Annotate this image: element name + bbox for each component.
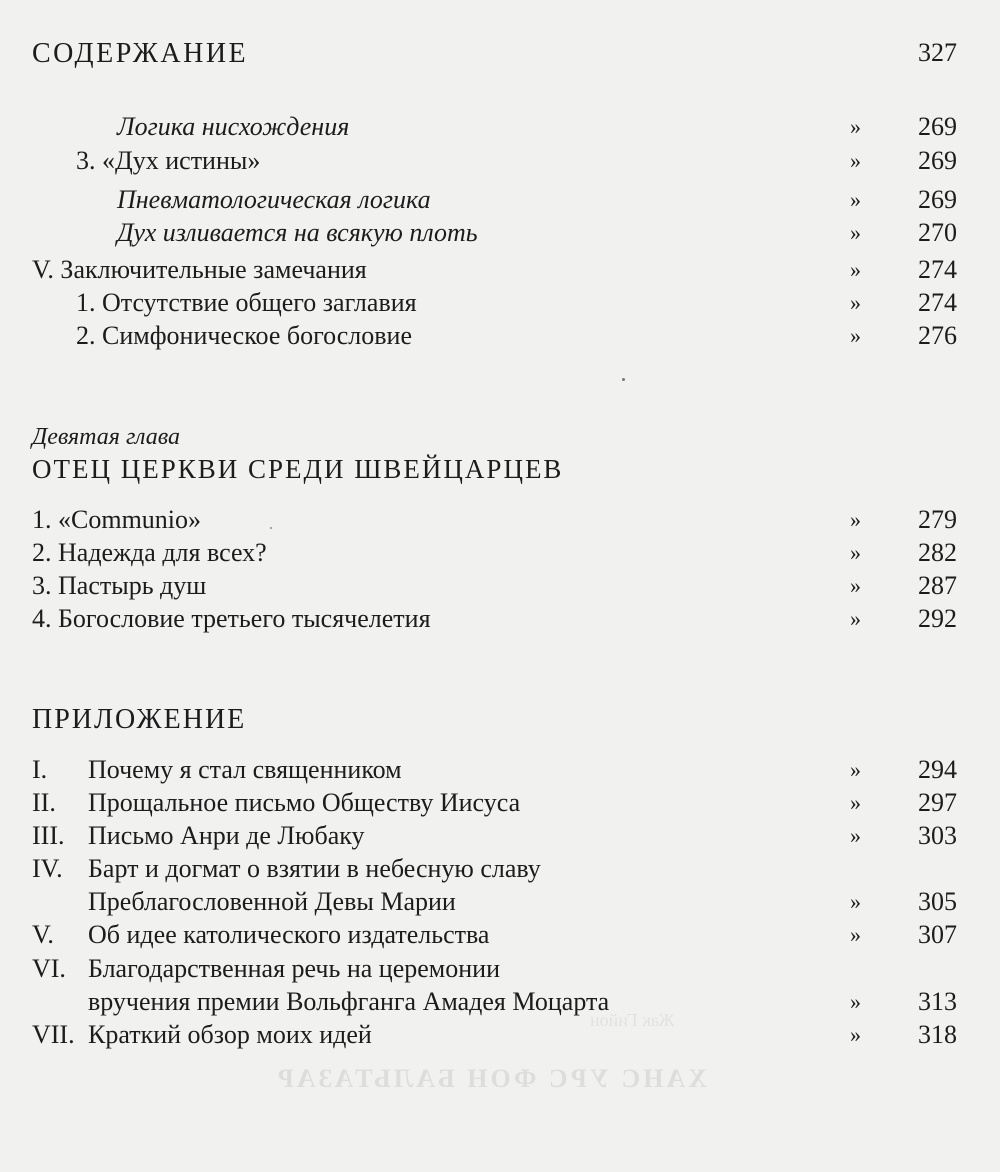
ditto-mark: » — [850, 114, 861, 139]
toc-entry — [0, 255, 1000, 287]
toc-entry-page: 269 — [918, 146, 957, 175]
toc-entry-title: Прощальное письмо Обществу Иисуса — [88, 788, 521, 817]
ditto-mark: » — [850, 757, 861, 782]
toc-entry-page: 305 — [918, 887, 957, 916]
toc-entry-title: Почему я стал священником — [88, 755, 402, 784]
toc-entry-page: 292 — [918, 604, 957, 633]
toc-entry-continuation — [0, 987, 1000, 1019]
roman-numeral: I. — [32, 755, 48, 784]
ditto-mark: » — [850, 148, 861, 173]
toc-entry — [0, 571, 1000, 603]
show-through-shadow: ХАНС УРС ФОН БАЛЬТАЗАР — [275, 1064, 707, 1093]
chapter-title: ОТЕЦ ЦЕРКВИ СРЕДИ ШВЕЙЦАРЦЕВ — [32, 454, 564, 484]
toc-entry-page: 297 — [918, 788, 957, 817]
ditto-mark: » — [850, 187, 861, 212]
toc-entry — [0, 505, 1000, 537]
toc-entry-title: Письмо Анри де Любаку — [88, 821, 365, 850]
toc-entry — [0, 604, 1000, 636]
toc-entry-title: Пневматологическая логика — [117, 185, 431, 214]
ditto-mark: » — [850, 257, 861, 282]
appendix-title: ПРИЛОЖЕНИЕ — [32, 704, 247, 735]
toc-entry — [0, 954, 1000, 986]
toc-entry-title: 2. Симфоническое богословие — [76, 321, 412, 350]
roman-numeral: IV. — [32, 854, 63, 883]
toc-entry-title: 4. Богословие третьего тысячелетия — [32, 604, 431, 633]
toc-entry — [0, 854, 1000, 886]
toc-entry-title: 3. Пастырь душ — [32, 571, 207, 600]
toc-entry-title: 2. Надежда для всех? — [32, 538, 267, 567]
roman-numeral: VII. — [32, 1020, 75, 1049]
ditto-mark: » — [850, 540, 861, 565]
toc-entry — [0, 1020, 1000, 1052]
ditto-mark: » — [850, 290, 861, 315]
toc-entry-title: 1. Отсутствие общего заглавия — [76, 288, 417, 317]
toc-entry — [0, 112, 1000, 144]
ditto-mark: » — [850, 220, 861, 245]
toc-entry-page: 318 — [918, 1020, 957, 1049]
toc-entry — [0, 288, 1000, 320]
running-header-title: СОДЕРЖАНИЕ — [32, 38, 249, 69]
ditto-mark: » — [850, 989, 861, 1014]
toc-entry-title-line2: вручения премии Вольфганга Амадея Моцарта — [88, 987, 610, 1016]
toc-entry-page: 303 — [918, 821, 957, 850]
toc-entry — [0, 788, 1000, 820]
ditto-mark: » — [850, 823, 861, 848]
toc-entry-title-line2: Преблагословенной Девы Марии — [88, 887, 456, 916]
running-header-page-number: 327 — [918, 38, 957, 67]
roman-numeral: II. — [32, 788, 56, 817]
ditto-mark: » — [850, 323, 861, 348]
toc-entry-title: Краткий обзор моих идей — [88, 1020, 372, 1049]
toc-entry-page: 274 — [918, 288, 957, 317]
paper-speck — [622, 378, 625, 381]
toc-entry-title: V. Заключительные замечания — [32, 255, 367, 284]
roman-numeral: V. — [32, 920, 54, 949]
ditto-mark: » — [850, 573, 861, 598]
toc-entry — [0, 538, 1000, 570]
toc-entry — [0, 146, 1000, 178]
toc-entry-title: 1. «Communio» — [32, 505, 202, 534]
toc-entry-continuation — [0, 887, 1000, 919]
toc-entry-page: 287 — [918, 571, 957, 600]
toc-entry-page: 269 — [918, 112, 957, 141]
toc-entry-page: 270 — [918, 218, 957, 247]
toc-entry-page: 274 — [918, 255, 957, 284]
roman-numeral: VI. — [32, 954, 66, 983]
chapter-label: Девятая глава — [32, 424, 181, 450]
toc-entry-title: Дух изливается на всякую плоть — [117, 218, 478, 247]
toc-entry-title: Барт и догмат о взятии в небесную славу — [88, 854, 541, 883]
toc-entry — [0, 755, 1000, 787]
ditto-mark: » — [850, 790, 861, 815]
toc-entry-page: 313 — [918, 987, 957, 1016]
toc-entry-page: 294 — [918, 755, 957, 784]
toc-entry — [0, 920, 1000, 952]
toc-entry-title: Об идее католического издательства — [88, 920, 490, 949]
ditto-mark: » — [850, 606, 861, 631]
toc-entry — [0, 321, 1000, 353]
toc-entry-page: 282 — [918, 538, 957, 567]
toc-entry — [0, 821, 1000, 853]
ditto-mark: » — [850, 889, 861, 914]
toc-entry-title: 3. «Дух истины» — [76, 146, 261, 175]
toc-entry-title: Логика нисхождения — [117, 112, 350, 141]
toc-entry — [0, 218, 1000, 250]
toc-entry — [0, 185, 1000, 217]
ditto-mark: » — [850, 507, 861, 532]
toc-entry-page: 279 — [918, 505, 957, 534]
toc-entry-title: Благодарственная речь на церемонии — [88, 954, 501, 983]
toc-entry-page: 276 — [918, 321, 957, 350]
show-through-shadow: Жак Гийон — [590, 1010, 675, 1030]
ditto-mark: » — [850, 1022, 861, 1047]
toc-entry-page: 307 — [918, 920, 957, 949]
ditto-mark: » — [850, 922, 861, 947]
toc-entry-page: 269 — [918, 185, 957, 214]
roman-numeral: III. — [32, 821, 65, 850]
